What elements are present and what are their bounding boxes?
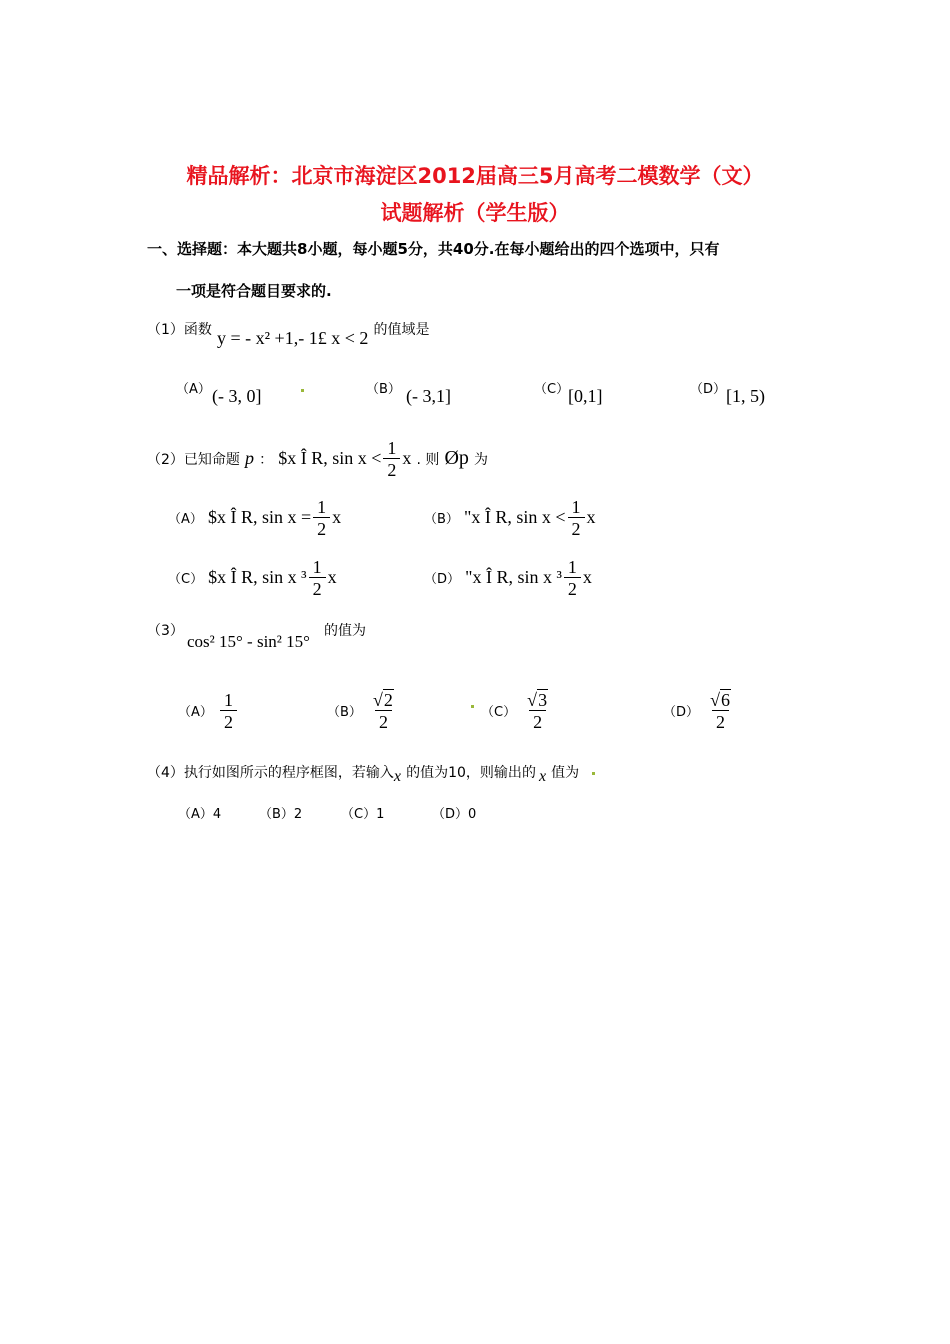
decorative-dot — [301, 389, 304, 392]
q1-option-c-value: [0,1] — [568, 386, 603, 406]
decorative-dot — [592, 772, 595, 775]
q4-text-c: 的 — [521, 765, 536, 781]
q2-p: p — [245, 448, 255, 468]
q2-option-d — [424, 557, 592, 600]
question-1 — [147, 318, 430, 348]
q3-expression: cos² 15° - sin² 15° — [187, 632, 310, 651]
q2-option-b-fraction: $\frac{1}{2}$ — [568, 497, 585, 540]
q4-text-d: 值为 — [551, 765, 580, 781]
q3-option-d-label: （D） — [663, 705, 700, 720]
q2-option-a-expr: $x Î R, sin x = — [208, 507, 312, 527]
q2-option-a-label: （A） — [168, 512, 203, 527]
q3-suffix: 的值为 — [324, 623, 366, 639]
q1-option-a-label: （A） — [176, 382, 211, 397]
q4-x-output: x — [538, 768, 547, 785]
q3-option-d-fraction: $\frac{√6}{2}$ — [710, 690, 730, 732]
q2-option-c-expr: $x Î R, sin x ³ — [208, 567, 307, 587]
q1-option-d-label: （D） — [690, 382, 727, 397]
q2-suffix: 为 — [474, 452, 489, 468]
section-heading-line-1: 一、选择题：本大题共8小题，每小题5分，共40分.在每小题给出的四个选项中，只有 — [147, 240, 720, 258]
q4-text-b: 的值为10，则输出 — [406, 765, 522, 781]
q2-option-a — [168, 497, 341, 540]
title-line-1: 精品解析：北京市海淀区2012届高三5月高考二模数学（文） — [186, 164, 764, 188]
q3-option-a-label: （A） — [178, 705, 213, 720]
q2-option-c-label: （C） — [168, 572, 204, 587]
q2-option-b-expr: "x Î R, sin x < — [464, 507, 566, 527]
question-4 — [147, 762, 580, 785]
q1-expression: y = - x² +1,- 1£ x < 2 — [217, 328, 369, 348]
q3-option-d — [663, 690, 737, 733]
q4-option-c: （C）1 — [341, 807, 385, 822]
q2-option-d-x: x — [582, 567, 592, 587]
decorative-dot — [471, 705, 474, 708]
q2-expression: $x Î R, sin x < — [278, 448, 382, 468]
question-2 — [147, 438, 488, 481]
q3-option-c-label: （C） — [481, 705, 517, 720]
q1-option-c-label: （C） — [534, 382, 570, 397]
q3-number: （3） — [147, 623, 184, 639]
q1-suffix: 的值域是 — [373, 322, 430, 338]
q4-option-d: （D）0 — [432, 807, 477, 822]
q3-option-b-label: （B） — [327, 705, 362, 720]
q3-option-b-fraction: $\frac{√2}{2}$ — [373, 690, 393, 732]
q1-option-b-label: （B） — [366, 382, 401, 397]
q2-option-a-x: x — [332, 507, 342, 527]
q1-number: （1）函数 — [147, 322, 212, 338]
q2-option-c — [168, 557, 337, 600]
q2-option-a-fraction: $\frac{1}{2}$ — [313, 497, 330, 540]
q2-option-b-x: x — [586, 507, 596, 527]
q2-option-c-x: x — [327, 567, 337, 587]
q2-expression-x: x — [402, 448, 412, 468]
q2-fraction: $\frac{1}{2}$ — [383, 438, 400, 481]
q3-option-a-fraction: $\frac{1}{2}$ — [220, 690, 237, 733]
q3-option-c-fraction: $\frac{√3}{2}$ — [527, 690, 548, 732]
q1-option-a-value: (- 3, 0] — [212, 386, 262, 406]
title-line-2: 试题解析（学生版） — [380, 201, 570, 225]
q2-option-d-expr: "x Î R, sin x ³ — [465, 567, 562, 587]
q3-option-a — [178, 690, 239, 733]
q1-option-d-value: [1, 5) — [726, 386, 765, 406]
q4-text-a: （4）执行如图所示的程序框图，若输入 — [147, 765, 394, 781]
q2-option-b — [424, 497, 596, 540]
q2-option-b-label: （B） — [424, 512, 459, 527]
q4-x-input: x — [393, 768, 402, 785]
q2-option-d-fraction: $\frac{1}{2}$ — [564, 557, 581, 600]
section-heading-line-2: 一项是符合题目要求的. — [176, 282, 332, 300]
q1-option-b-value: (- 3,1] — [406, 386, 451, 406]
q2-option-d-label: （D） — [424, 572, 461, 587]
q3-option-b — [327, 690, 400, 733]
q4-option-b: （B）2 — [259, 807, 303, 822]
q2-colon: ： — [259, 452, 274, 468]
q2-then: . 则 — [416, 452, 440, 468]
q4-option-a: （A）4 — [178, 807, 222, 822]
q2-number: （2）已知命题 — [147, 452, 240, 468]
q3-option-c — [481, 690, 554, 733]
q2-option-c-fraction: $\frac{1}{2}$ — [309, 557, 326, 600]
q2-not-p: Øp — [444, 447, 469, 469]
